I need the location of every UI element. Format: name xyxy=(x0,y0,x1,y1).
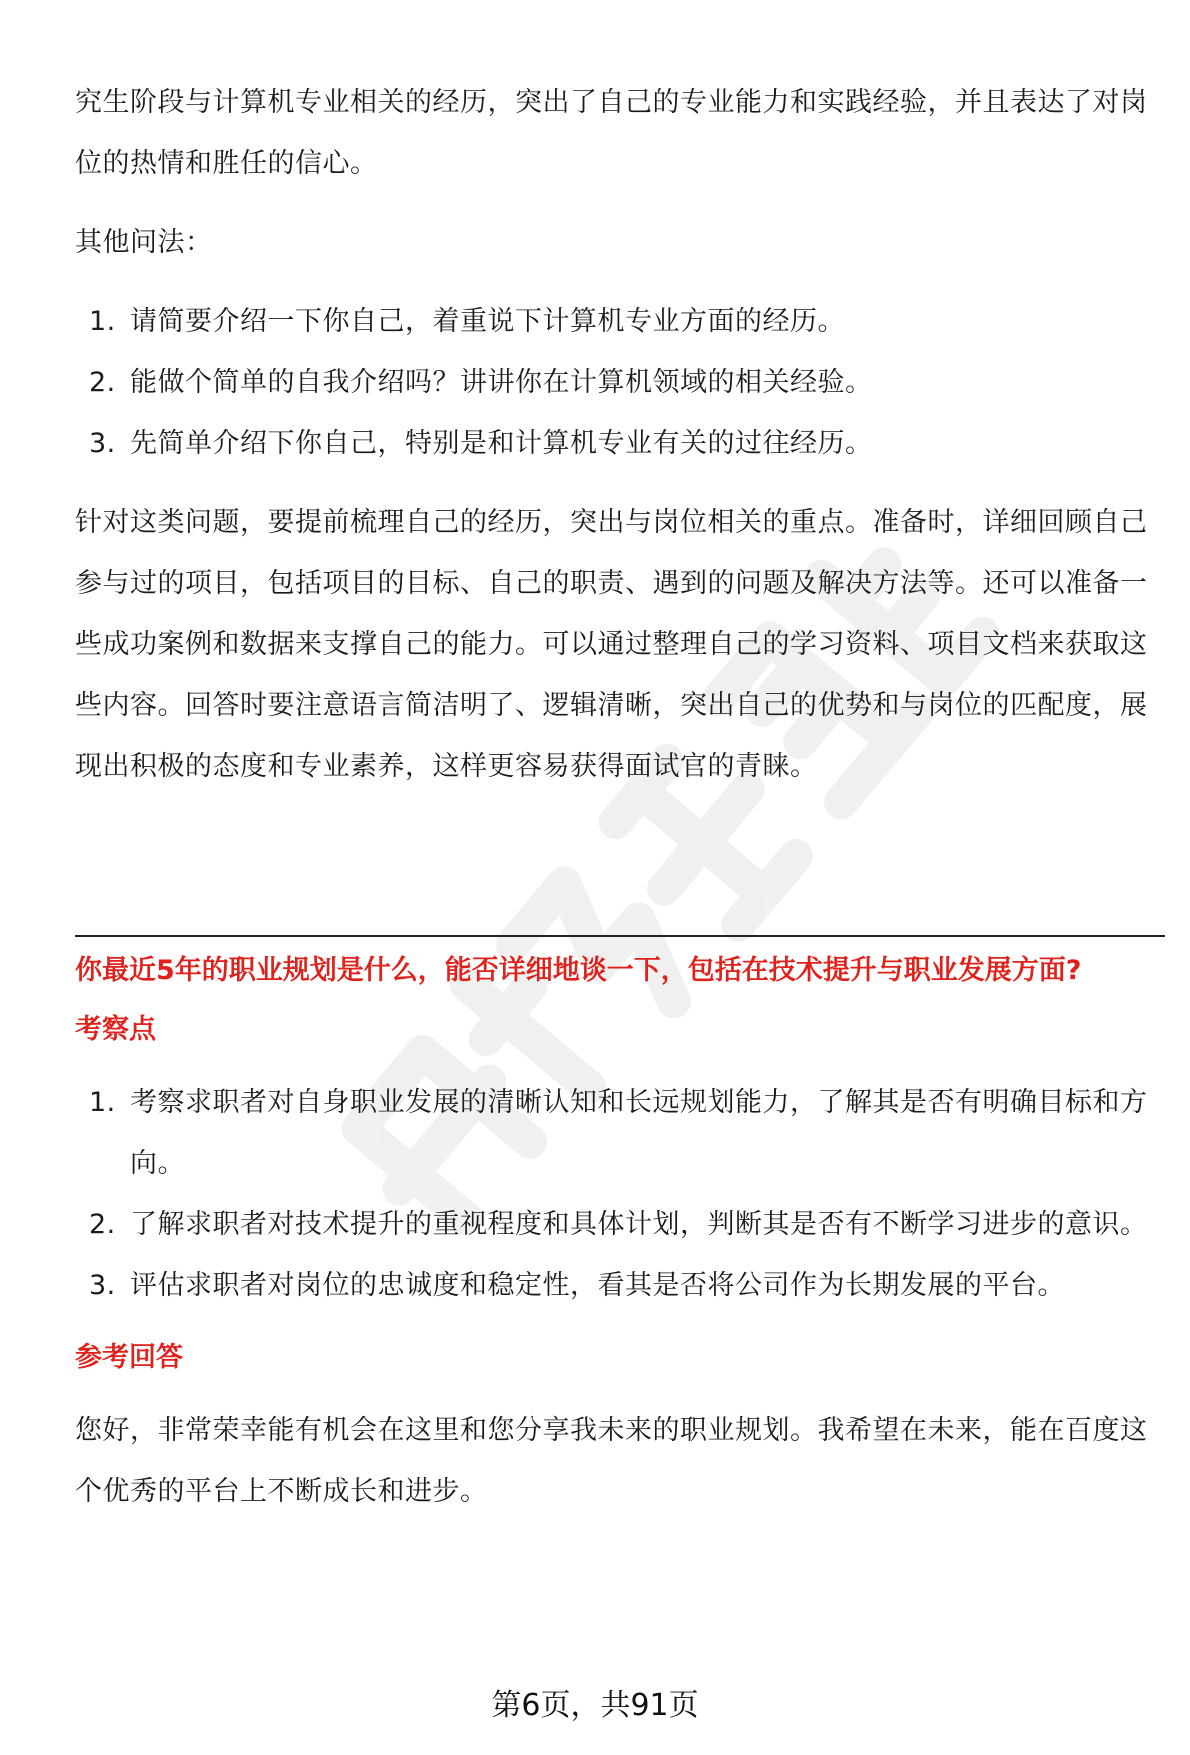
list-item-text: 能做个简单的自我介绍吗？讲讲你在计算机领域的相关经验。 xyxy=(130,367,873,398)
list-item-text: 评估求职者对岗位的忠诚度和稳定性，看其是否将公司作为长期发展的平台。 xyxy=(130,1270,1065,1301)
list-item-text: 先简单介绍下你自己，特别是和计算机专业有关的过往经历。 xyxy=(130,428,873,459)
list-item xyxy=(75,1072,1160,1194)
focus-heading: 考察点 xyxy=(75,1014,156,1045)
advice-paragraph: 针对这类问题，要提前梳理自己的经历，突出与岗位相关的重点。准备时，详细回顾自己参与过的项目，包括项目的目标、自己的职责、遇到的问题及解决方法等。还可以准备一些成功案例和数据来支撑自己的能力。可以通过整理自己的学习资料、项目文档来获取这些内容。回答时要注意语言简洁明了、逻辑清晰，突出自己的优势和与岗位的匹配度，展现出积极的态度和专业素养，这样更容易获得面试官的青睐。 xyxy=(75,507,1148,782)
list-item-text: 请简要介绍一下你自己，着重说下计算机专业方面的经历。 xyxy=(130,306,845,337)
list-item-number: 3. xyxy=(89,1270,116,1301)
list-item-number: 1. xyxy=(89,306,116,337)
question-section xyxy=(75,952,1160,1522)
other-asks-label: 其他问法： xyxy=(75,227,213,258)
question-title: 你最近5年的职业规划是什么，能否详细地谈一下，包括在技术提升与职业发展方面? xyxy=(75,955,1082,986)
list-item-text: 考察求职者对自身职业发展的清晰认知和长远规划能力，了解其是否有明确目标和方向。 xyxy=(130,1087,1148,1179)
intro-paragraph: 究生阶段与计算机专业相关的经历，突出了自己的专业能力和实践经验，并且表达了对岗位的热情和胜任的信心。 xyxy=(75,87,1148,179)
focus-points-list xyxy=(75,1072,1160,1316)
list-item xyxy=(75,291,1160,352)
section-divider xyxy=(75,935,1165,937)
list-item-text: 了解求职者对技术提升的重视程度和具体计划，判断其是否有不断学习进步的意识。 xyxy=(130,1209,1148,1240)
list-item xyxy=(75,413,1160,474)
list-item xyxy=(75,1194,1160,1255)
list-item-number: 2. xyxy=(89,1209,116,1240)
list-item-number: 3. xyxy=(89,428,116,459)
page-footer: 第6页，共91页 xyxy=(491,1688,699,1723)
list-item-number: 1. xyxy=(89,1087,116,1118)
list-item-number: 2. xyxy=(89,367,116,398)
answer-heading: 参考回答 xyxy=(75,1342,183,1373)
answer-paragraph: 您好，非常荣幸能有机会在这里和您分享我未来的职业规划。我希望在未来，能在百度这个优秀的平台上不断成长和进步。 xyxy=(75,1415,1148,1507)
list-item xyxy=(75,352,1160,413)
list-item xyxy=(75,1255,1160,1316)
other-asks-list xyxy=(75,291,1160,474)
page-content xyxy=(75,72,1160,797)
